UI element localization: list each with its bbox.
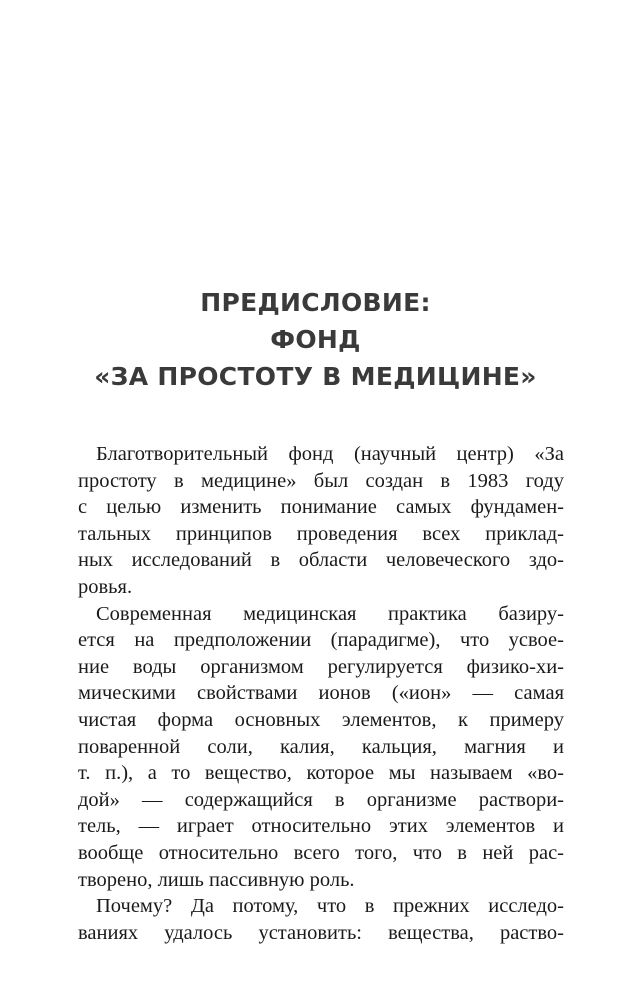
text-line: ваниях удалось установить: вещества, раство- <box>78 921 564 944</box>
text-line: простоту в медицине» был создан в 1983 году <box>78 469 564 492</box>
heading-line-3: «ЗА ПРОСТОТУ В МЕДИЦИНЕ» <box>94 362 537 391</box>
text-line: ние воды организмом регулируется физико-хи- <box>78 655 564 678</box>
chapter-heading <box>0 284 631 395</box>
text-line: с целью изменить понимание самых фундамен- <box>78 496 564 519</box>
text-line: дой» — содержащийся в организме раствори- <box>78 788 564 811</box>
text-line: тель, — играет относительно этих элементов и <box>78 815 564 838</box>
heading-line-2: ФОНД <box>270 325 361 354</box>
text-line: Почему? Да потому, что в прежних исследо- <box>96 895 564 918</box>
text-line: т. п.), а то вещество, которое мы называем «во- <box>78 762 564 785</box>
text-line: Современная медицинская практика базиру- <box>96 602 564 625</box>
text-line: тальных принципов проведения всех приклад- <box>78 522 564 545</box>
body-text <box>78 441 564 946</box>
text-line: мическими свойствами ионов («ион» — самая <box>78 682 564 705</box>
text-line: поваренной соли, калия, кальция, магния и <box>78 735 564 758</box>
heading-line-1: ПРЕДИСЛОВИЕ: <box>200 288 431 317</box>
text-line: чистая форма основных элементов, к примеру <box>78 708 564 731</box>
text-line: ровья. <box>78 575 133 598</box>
text-line: ется на предположении (парадигме), что усвое- <box>78 629 564 652</box>
text-line: Благотворительный фонд (научный центр) «За <box>96 443 564 465</box>
text-line: ных исследований в области человеческого здо- <box>78 549 564 572</box>
text-line: творено, лишь пассивную роль. <box>78 868 355 891</box>
text-line: вообще относительно всего того, что в ней рас- <box>78 841 564 864</box>
